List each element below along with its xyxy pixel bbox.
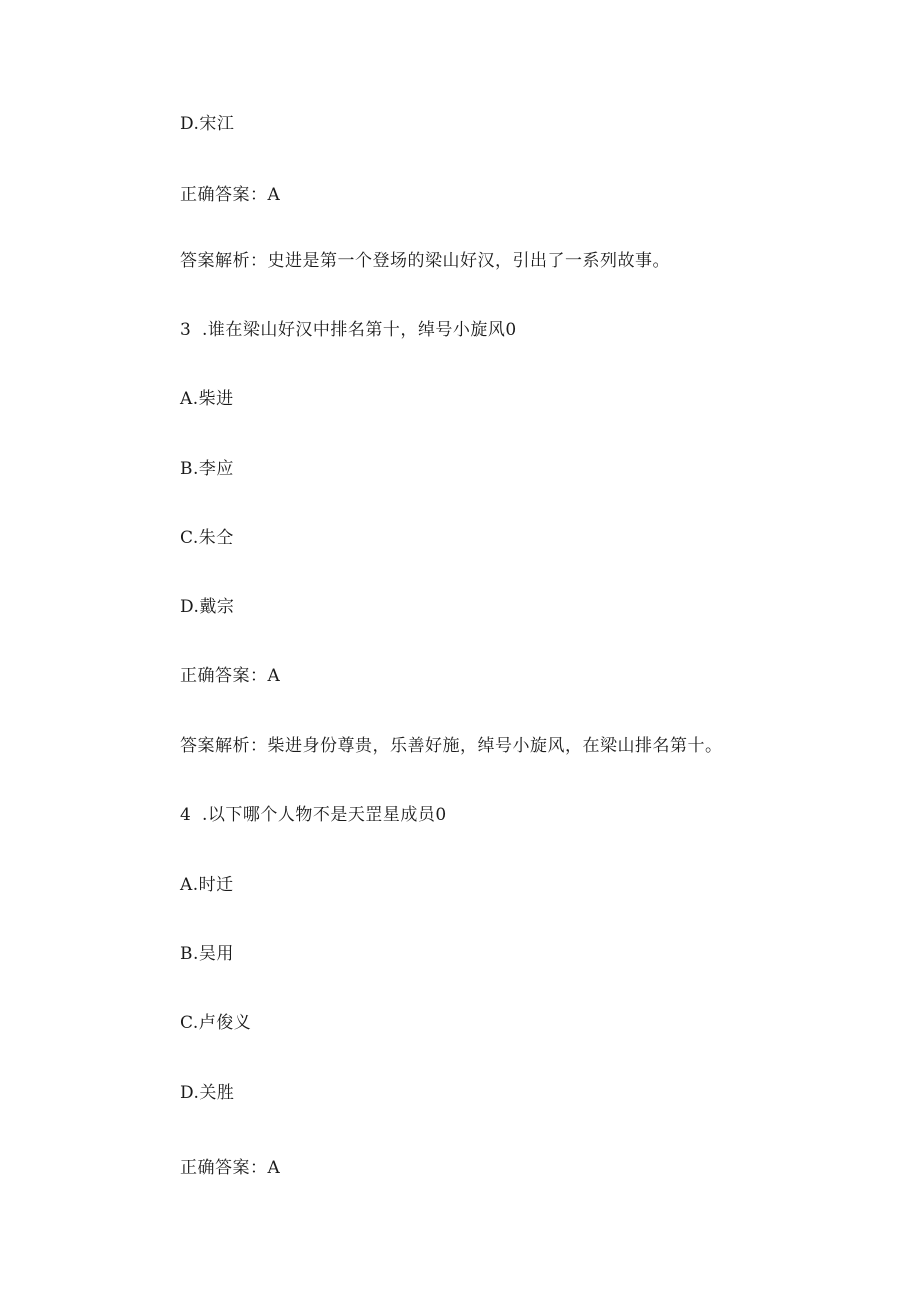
q4-option-d: D.关胜 — [180, 1083, 235, 1103]
q3-explanation: 答案解析：柴进身份尊贵，乐善好施，绰号小旋风，在梁山排名第十。 — [180, 736, 723, 756]
q3-correct-answer: 正确答案：A — [180, 666, 281, 686]
q4-question-line — [180, 804, 447, 826]
q4-number: 4 — [180, 805, 192, 825]
q2-explanation: 答案解析：史进是第一个登场的梁山好汉，引出了一系列故事。 — [180, 251, 670, 271]
q4-option-b: B.吴用 — [180, 944, 234, 964]
q3-option-d: D.戴宗 — [180, 597, 235, 617]
q4-option-a: A.时迁 — [180, 875, 234, 895]
q3-option-b: B.李应 — [180, 459, 234, 479]
q4-question: .以下哪个人物不是天罡星成员0 — [202, 805, 447, 825]
q3-option-c: C.朱仝 — [180, 528, 234, 548]
q3-option-a: A.柴进 — [180, 389, 234, 409]
q3-question: .谁在梁山好汉中排名第十，绰号小旋风0 — [202, 320, 517, 340]
q2-correct-answer: 正确答案：A — [180, 185, 281, 205]
q4-option-c: C.卢俊义 — [180, 1013, 252, 1033]
q3-number: 3 — [180, 320, 192, 340]
q3-question-line — [180, 319, 517, 341]
q2-option-d: D.宋江 — [180, 114, 235, 134]
q4-correct-answer: 正确答案：A — [180, 1158, 281, 1178]
